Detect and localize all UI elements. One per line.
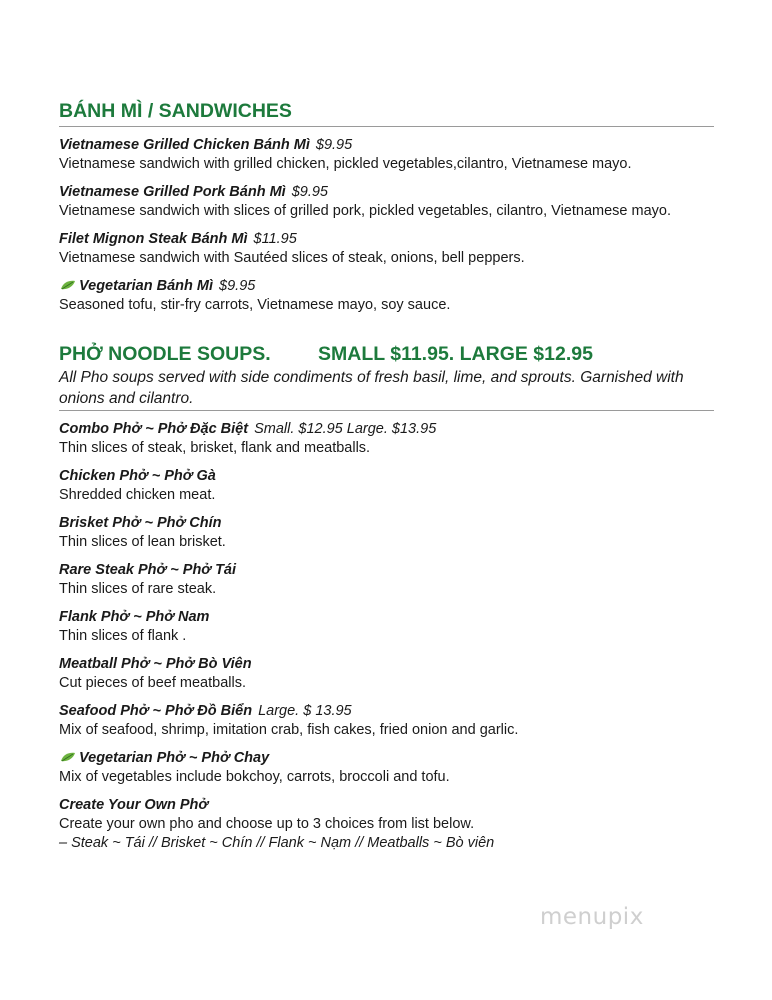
item-description: Mix of vegetables include bokchoy, carrots, broccoli and tofu.: [59, 769, 450, 785]
item-description: Cut pieces of beef meatballs.: [59, 675, 246, 691]
item-choices: – Steak ~ Tái // Brisket ~ Chín // Flank ~ Nạm // Meatballs ~ Bò viên: [59, 835, 495, 851]
menu-item: [59, 277, 714, 315]
item-description: Vietnamese sandwich with Sautéed slices of steak, onions, bell peppers.: [59, 250, 525, 266]
item-description: Thin slices of lean brisket.: [59, 534, 226, 550]
menu-item: [59, 561, 714, 599]
item-name: Brisket Phở ~ Phở Chín: [59, 515, 222, 531]
item-price: $9.95: [291, 184, 328, 200]
section-header: [59, 341, 714, 367]
item-name: Chicken Phở ~ Phở Gà: [59, 468, 216, 484]
item-name: Vegetarian Bánh Mì: [79, 278, 214, 294]
item-description: Vietnamese sandwich with grilled chicken, pickled vegetables,cilantro, Vietnamese mayo.: [59, 156, 632, 172]
menu-item: [59, 749, 714, 787]
item-name: Rare Steak Phở ~ Phở Tái: [59, 562, 237, 578]
item-name: Vietnamese Grilled Chicken Bánh Mì: [59, 137, 310, 153]
item-name: Combo Phở ~ Phở Đặc Biệt: [59, 421, 249, 437]
menu-item: [59, 230, 714, 268]
menu-item: [59, 655, 714, 693]
menu-item: [59, 514, 714, 552]
item-name: Create Your Own Phở: [59, 797, 209, 813]
item-description: Thin slices of steak, brisket, flank and meatballs.: [59, 440, 371, 456]
menu-item: [59, 796, 714, 853]
menu-item: [59, 608, 714, 646]
menu-item: [59, 702, 714, 740]
banh-mi-section: [59, 98, 714, 315]
menu-item: [59, 420, 714, 458]
item-description: Mix of seafood, shrimp, imitation crab, fish cakes, fried onion and garlic.: [59, 722, 519, 738]
section-price-line: SMALL $11.95. LARGE $12.95: [318, 343, 593, 365]
section-title: BÁNH MÌ / SANDWICHES: [59, 98, 714, 127]
section-note: All Pho soups served with side condiments of fresh basil, lime, and sprouts. Garnished with onions and cilantro.: [59, 367, 714, 411]
item-name: Seafood Phở ~ Phở Đồ Biển: [59, 703, 253, 719]
pho-section: [59, 341, 714, 853]
item-name: Vietnamese Grilled Pork Bánh Mì: [59, 184, 286, 200]
item-price: $9.95: [219, 278, 256, 294]
item-price: Small. $12.95 Large. $13.95: [254, 421, 437, 437]
vegetarian-leaf-icon: [59, 279, 77, 291]
item-description: Create your own pho and choose up to 3 choices from list below.: [59, 816, 475, 832]
item-price: $11.95: [253, 231, 297, 247]
item-price: $9.95: [315, 137, 353, 153]
section-title: PHỞ NOODLE SOUPS.: [59, 343, 271, 365]
item-description: Shredded chicken meat.: [59, 487, 216, 503]
menu-item: [59, 183, 714, 221]
item-description: Vietnamese sandwich with slices of grilled pork, pickled vegetables, cilantro, Vietnamese mayo.: [59, 203, 671, 219]
vegetarian-leaf-icon: [59, 751, 77, 763]
item-description: Thin slices of rare steak.: [59, 581, 217, 597]
menu-page: [59, 98, 714, 853]
item-name: Meatball Phở ~ Phở Bò Viên: [59, 656, 252, 672]
menu-item: [59, 467, 714, 505]
item-description: Thin slices of flank .: [59, 628, 187, 644]
item-name: Filet Mignon Steak Bánh Mì: [59, 231, 248, 247]
watermark: menupix: [540, 904, 644, 930]
item-name: Flank Phở ~ Phở Nam: [59, 609, 210, 625]
item-name: Vegetarian Phở ~ Phở Chay: [79, 750, 270, 766]
item-price: Large. $ 13.95: [258, 703, 352, 719]
menu-item: [59, 136, 714, 174]
item-description: Seasoned tofu, stir-fry carrots, Vietnamese mayo, soy sauce.: [59, 297, 451, 313]
